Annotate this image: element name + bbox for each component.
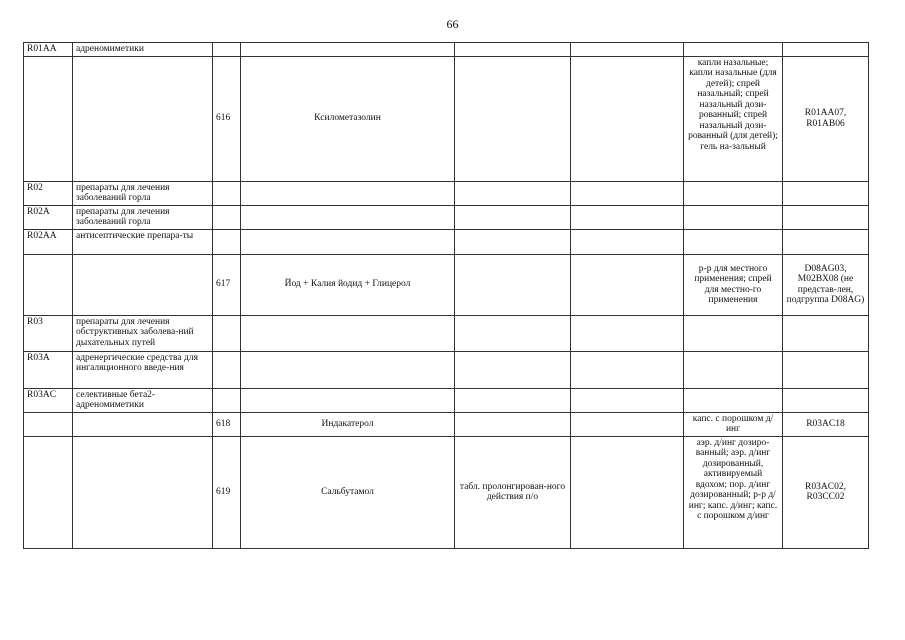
drug-name: Сальбутамол xyxy=(241,436,455,548)
drug-name xyxy=(241,43,455,57)
table-row xyxy=(24,229,869,254)
dosage-form-b xyxy=(684,388,783,412)
item-number xyxy=(213,315,241,351)
drug-table xyxy=(23,42,869,549)
atc-code: R01AA07, R01AB06 xyxy=(783,56,869,181)
atc-group-name xyxy=(73,436,213,548)
item-number: 617 xyxy=(213,254,241,315)
item-number: 618 xyxy=(213,412,241,436)
atc-group-code: R02AA xyxy=(24,229,73,254)
empty-cell xyxy=(571,436,684,548)
atc-group-name xyxy=(73,412,213,436)
drug-name xyxy=(241,388,455,412)
drug-name: Индакатерол xyxy=(241,412,455,436)
atc-group-code: R02 xyxy=(24,181,73,205)
dosage-form-a xyxy=(455,388,571,412)
empty-cell xyxy=(571,315,684,351)
atc-group-name: препараты для лечения заболеваний горла xyxy=(73,205,213,229)
table-row xyxy=(24,205,869,229)
atc-group-code xyxy=(24,254,73,315)
item-number: 619 xyxy=(213,436,241,548)
dosage-form-a xyxy=(455,181,571,205)
dosage-form-b: капс. с порошком д/инг xyxy=(684,412,783,436)
empty-cell xyxy=(571,254,684,315)
dosage-form-a: табл. пролонгирован-ного действия п/о xyxy=(455,436,571,548)
table-row xyxy=(24,181,869,205)
dosage-form-b xyxy=(684,229,783,254)
empty-cell xyxy=(571,205,684,229)
atc-code: D08AG03, M02BX08 (не представ-лен, подгруппа D08AG) xyxy=(783,254,869,315)
atc-code xyxy=(783,388,869,412)
table-row xyxy=(24,315,869,351)
atc-code xyxy=(783,43,869,57)
item-number xyxy=(213,205,241,229)
atc-group-code xyxy=(24,412,73,436)
item-number xyxy=(213,388,241,412)
empty-cell xyxy=(571,351,684,388)
dosage-form-a xyxy=(455,229,571,254)
dosage-form-a xyxy=(455,43,571,57)
item-number: 616 xyxy=(213,56,241,181)
atc-group-code xyxy=(24,56,73,181)
drug-name xyxy=(241,315,455,351)
drug-name: Йод + Калия йодид + Глицерол xyxy=(241,254,455,315)
atc-group-name: адреномиметики xyxy=(73,43,213,57)
atc-group-code: R03AC xyxy=(24,388,73,412)
empty-cell xyxy=(571,181,684,205)
dosage-form-a xyxy=(455,56,571,181)
atc-group-code xyxy=(24,436,73,548)
dosage-form-b xyxy=(684,351,783,388)
dosage-form-b: капли назальные; капли назальные (для детей); спрей назальный; спрей назальный дози-рованный; спрей назальный дози-рованный (для детей); гель на-зальный xyxy=(684,56,783,181)
atc-code: R03AC02, R03CC02 xyxy=(783,436,869,548)
atc-code xyxy=(783,351,869,388)
dosage-form-b xyxy=(684,43,783,57)
atc-code xyxy=(783,315,869,351)
dosage-form-b: р-р для местного применения; спрей для местно-го применения xyxy=(684,254,783,315)
item-number xyxy=(213,351,241,388)
dosage-form-a xyxy=(455,254,571,315)
empty-cell xyxy=(571,388,684,412)
table-row xyxy=(24,412,869,436)
empty-cell xyxy=(571,56,684,181)
item-number xyxy=(213,181,241,205)
atc-group-code: R02A xyxy=(24,205,73,229)
atc-group-code: R03A xyxy=(24,351,73,388)
page-number: 66 xyxy=(446,17,459,31)
dosage-form-b: аэр. д/инг дозиро-ванный; аэр. д/инг дозированный, активируемый вдохом; пор. д/инг дозированный; р-р д/инг; капс. д/инг; капс. с порошком д/инг xyxy=(684,436,783,548)
item-number xyxy=(213,229,241,254)
item-number xyxy=(213,43,241,57)
dosage-form-a xyxy=(455,205,571,229)
table-row xyxy=(24,351,869,388)
dosage-form-b xyxy=(684,315,783,351)
drug-name xyxy=(241,351,455,388)
table-row xyxy=(24,436,869,548)
empty-cell xyxy=(571,229,684,254)
drug-name xyxy=(241,205,455,229)
drug-name xyxy=(241,229,455,254)
atc-group-name xyxy=(73,56,213,181)
atc-group-name: препараты для лечения заболеваний горла xyxy=(73,181,213,205)
table-row xyxy=(24,254,869,315)
atc-group-name: адренергические средства для ингаляционного введе-ния xyxy=(73,351,213,388)
atc-group-name: антисептические препара-ты xyxy=(73,229,213,254)
atc-group-name: препараты для лечения обструктивных заболева-ний дыхательных путей xyxy=(73,315,213,351)
atc-code xyxy=(783,229,869,254)
atc-group-name: селективные бета2-адреномиметики xyxy=(73,388,213,412)
drug-name xyxy=(241,181,455,205)
atc-code: R03AC18 xyxy=(783,412,869,436)
dosage-form-a xyxy=(455,351,571,388)
atc-code xyxy=(783,181,869,205)
atc-group-code: R03 xyxy=(24,315,73,351)
dosage-form-b xyxy=(684,181,783,205)
atc-group-code: R01AA xyxy=(24,43,73,57)
empty-cell xyxy=(571,412,684,436)
drug-name: Ксилометазолин xyxy=(241,56,455,181)
atc-code xyxy=(783,205,869,229)
dosage-form-a xyxy=(455,412,571,436)
table-row xyxy=(24,56,869,181)
table-row xyxy=(24,43,869,57)
dosage-form-a xyxy=(455,315,571,351)
table-row xyxy=(24,388,869,412)
empty-cell xyxy=(571,43,684,57)
atc-group-name xyxy=(73,254,213,315)
dosage-form-b xyxy=(684,205,783,229)
